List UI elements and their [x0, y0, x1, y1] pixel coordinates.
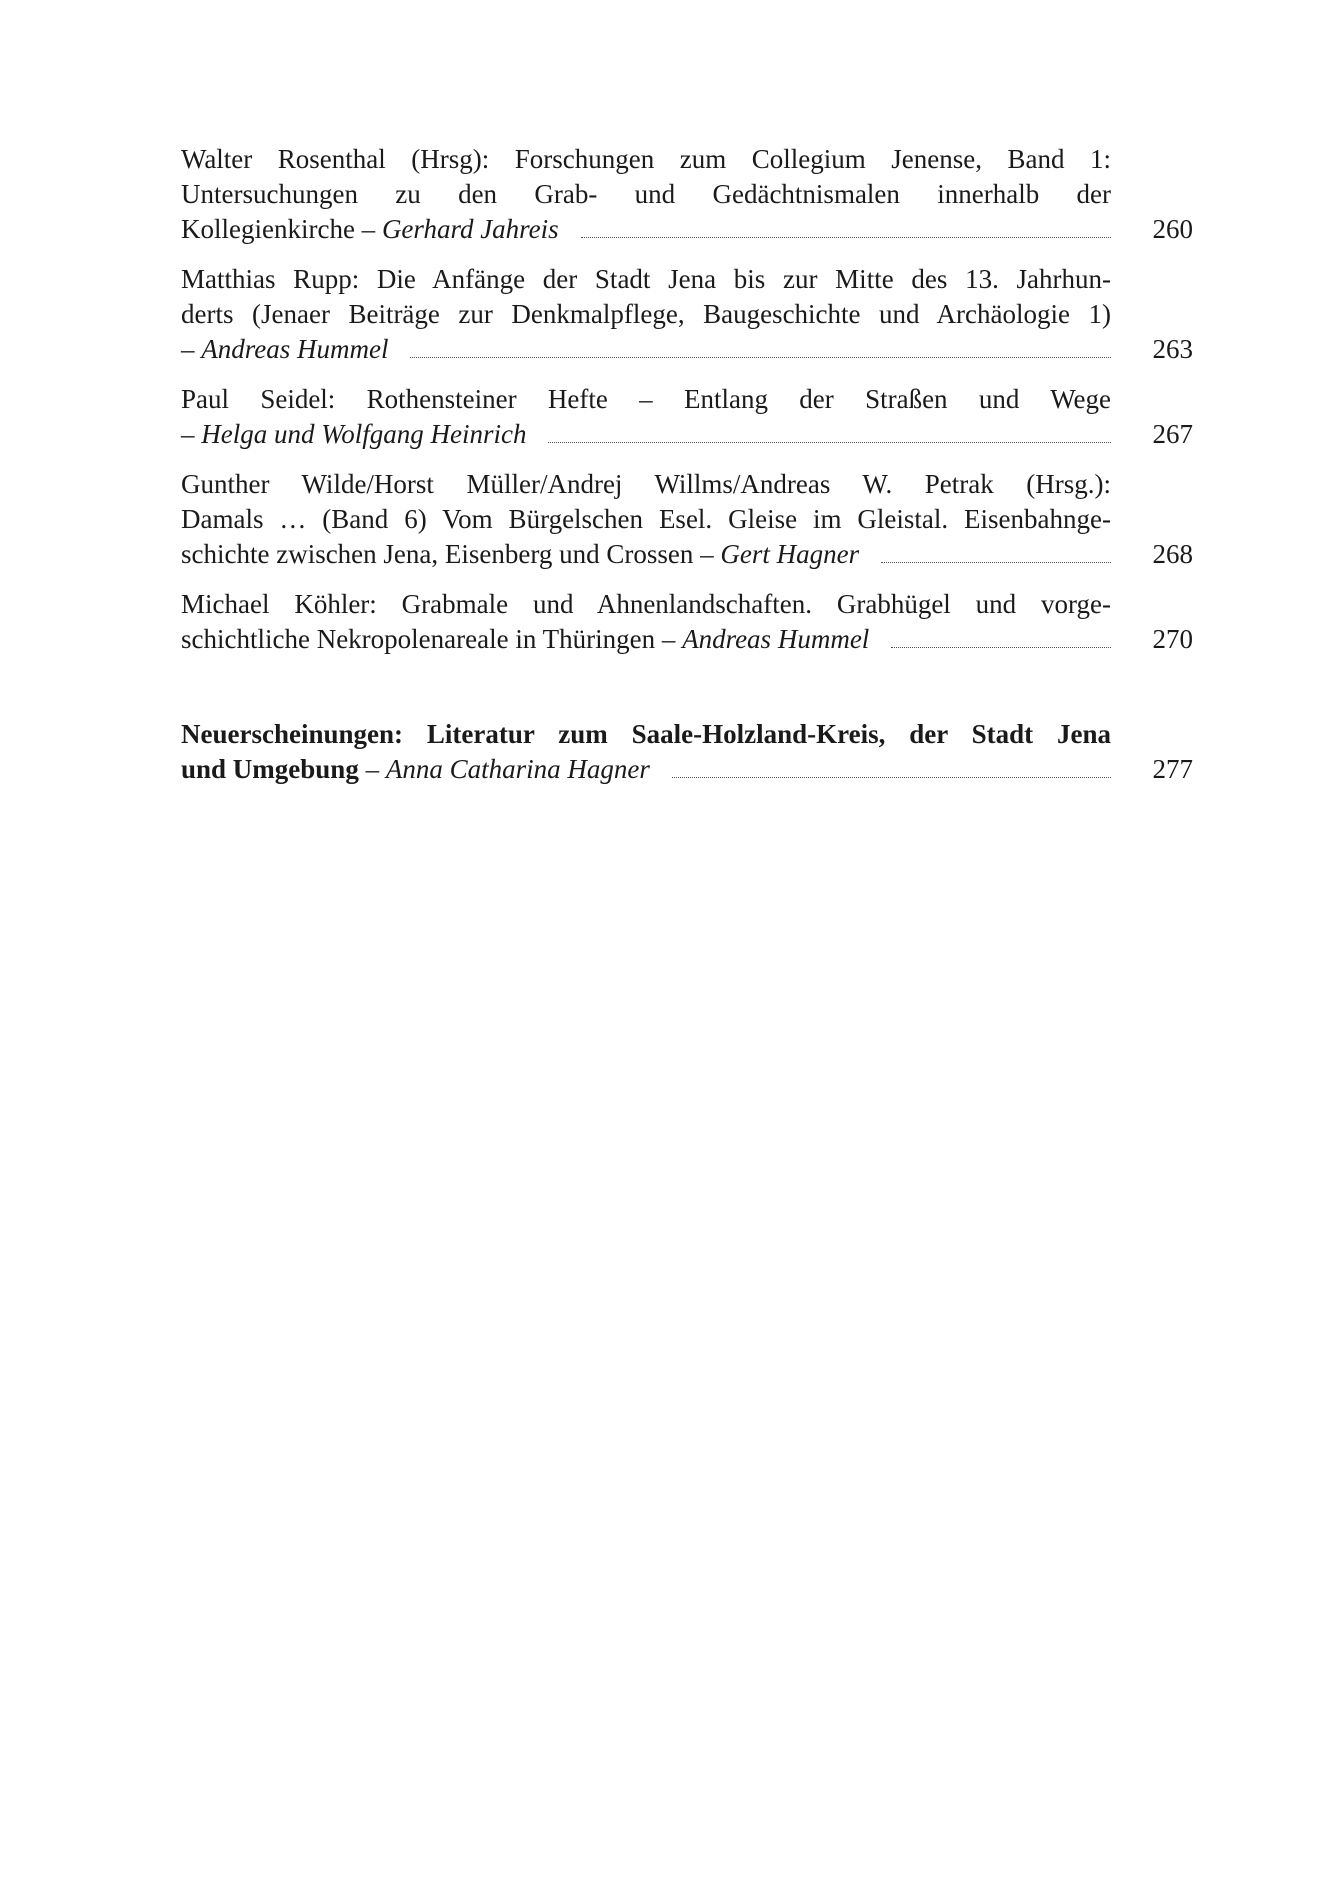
entry-reviewer: Helga und Wolfgang Heinrich — [201, 419, 527, 449]
entry-title-line: Untersuchungen zu den Grab- und Gedächtnismalen innerhalb der — [181, 179, 1111, 209]
dot-leader — [891, 647, 1111, 648]
entry-reviewer: Anna Catharina Hagner — [385, 754, 650, 784]
entry-title-line: Matthias Rupp: Die Anfänge der Stadt Jena bis zur Mitte des 13. Jahrhun- — [181, 264, 1111, 294]
dot-leader — [672, 777, 1111, 778]
entry-title-line: Gunther Wilde/Horst Müller/Andrej Willms/Andreas W. Petrak (Hrsg.): — [181, 469, 1111, 499]
entry-last-line — [181, 417, 1111, 452]
entry-last-line — [181, 212, 1111, 247]
entry-reviewer: Andreas Hummel — [682, 624, 870, 654]
dot-leader — [581, 237, 1111, 238]
toc-entry-new-releases[interactable] — [181, 717, 1193, 787]
entry-last-line — [181, 332, 1111, 367]
entry-title-end: schichtliche Nekropolenareale in Thüringen – Andreas Hummel — [181, 624, 870, 654]
entry-page-number: 263 — [1152, 334, 1193, 364]
entry-title-line: Damals … (Band 6) Vom Bürgelschen Esel. Gleise im Gleistal. Eisenbahnge- — [181, 504, 1111, 534]
dot-leader — [881, 562, 1111, 563]
entry-page-number: 270 — [1152, 624, 1193, 654]
entry-title-end: – Andreas Hummel — [181, 334, 389, 364]
entry-reviewer: Gerhard Jahreis — [381, 214, 559, 244]
dot-leader — [410, 357, 1111, 358]
table-of-contents — [181, 142, 1193, 802]
toc-entry[interactable] — [181, 262, 1193, 367]
entry-title-line: Neuerscheinungen: Literatur zum Saale-Holzland-Kreis, der Stadt Jena — [181, 719, 1111, 749]
toc-entry[interactable] — [181, 587, 1193, 657]
entry-page-number: 260 — [1152, 214, 1193, 244]
entry-page-number: 267 — [1152, 419, 1193, 449]
entry-title-end: – Helga und Wolfgang Heinrich — [181, 419, 527, 449]
entry-title-end: Kollegienkirche – Gerhard Jahreis — [181, 214, 559, 244]
entry-title-line: Walter Rosenthal (Hrsg): Forschungen zum Collegium Jenense, Band 1: — [181, 144, 1111, 174]
entry-title-line: derts (Jenaer Beiträge zur Denkmalpflege, Baugeschichte und Archäologie 1) — [181, 299, 1111, 329]
entry-last-line — [181, 622, 1111, 657]
entry-title-line: Michael Köhler: Grabmale und Ahnenlandschaften. Grabhügel und vorge- — [181, 589, 1111, 619]
dot-leader — [548, 442, 1111, 443]
entry-reviewer: Andreas Hummel — [201, 334, 389, 364]
entry-last-line — [181, 752, 1111, 787]
entry-page-number: 268 — [1152, 539, 1193, 569]
toc-entry[interactable] — [181, 467, 1193, 572]
toc-entry[interactable] — [181, 382, 1193, 452]
entry-title-line: Paul Seidel: Rothensteiner Hefte – Entlang der Straßen und Wege — [181, 384, 1111, 414]
entry-title-end: schichte zwischen Jena, Eisenberg und Crossen – Gert Hagner — [181, 539, 860, 569]
entry-last-line — [181, 537, 1111, 572]
entry-page-number: 277 — [1152, 754, 1193, 784]
entry-reviewer: Gert Hagner — [720, 539, 860, 569]
toc-entry[interactable] — [181, 142, 1193, 247]
entry-title-end: und Umgebung – Anna Catharina Hagner — [181, 754, 650, 784]
